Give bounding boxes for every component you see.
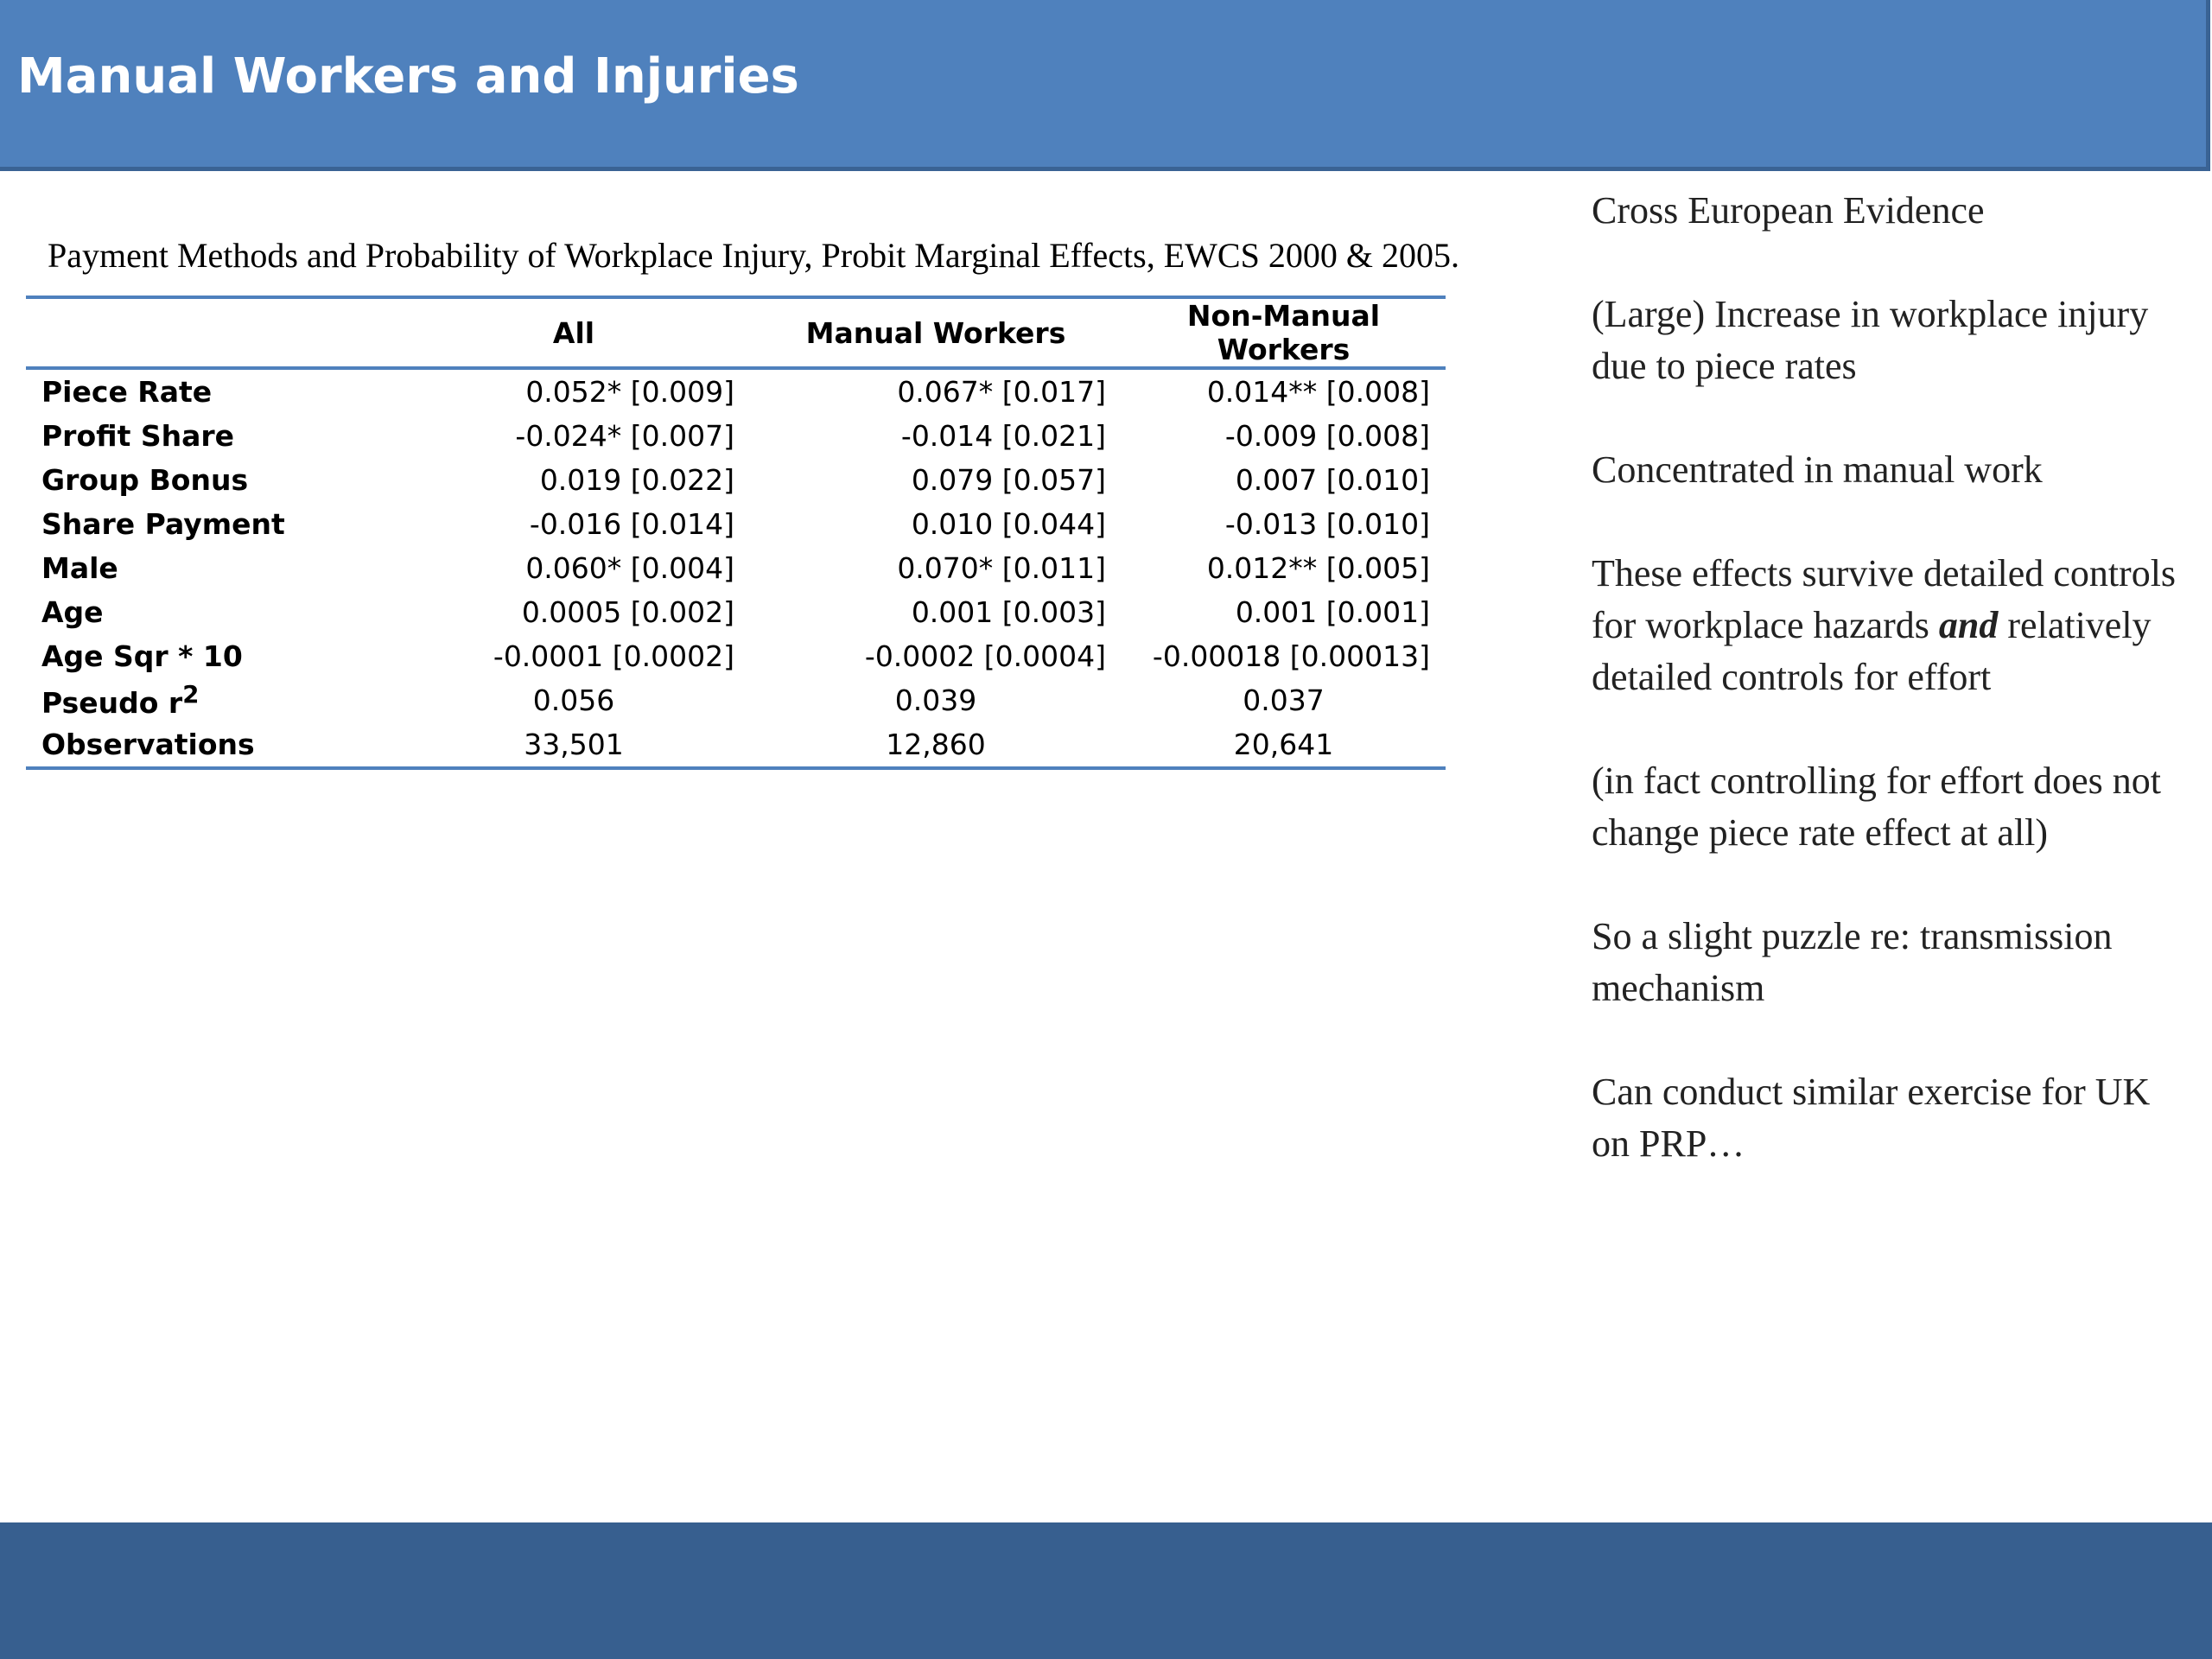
table-row [26,546,1446,590]
column-header-empty [26,297,397,368]
table-row [26,368,1446,414]
results-table-container [26,296,1446,770]
cell-manual: 0.067* [0.017] [897,375,1106,409]
pseudo-r2-label: Pseudo r [41,686,183,720]
column-header-manual: Manual Workers [805,315,1066,350]
row-label: Age Sqr * 10 [41,639,243,673]
row-label: Piece Rate [41,375,213,409]
footer-bar [0,1522,2212,1659]
row-label: Observations [41,728,255,761]
notes-text: relatively detailed controls for effort [1592,604,2152,698]
notes-paragraph: (Large) Increase in workplace injury due to piece rates [1592,293,2149,387]
cell-manual: -0.014 [0.021] [900,419,1106,453]
cell-nonmanual: -0.013 [0.010] [1224,507,1430,541]
cell-manual: 0.070* [0.011] [897,551,1106,585]
row-label: Male [41,551,118,585]
notes-text: These effects survive detailed controls for workplace hazards [1592,552,2177,646]
cell-all: -0.0001 [0.0002] [493,639,734,673]
cell-all: 0.019 [0.022] [539,463,734,497]
table-row [26,590,1446,634]
cell-nonmanual: -0.00018 [0.00013] [1152,639,1430,673]
column-header-nonmanual: Non-Manual Workers [1186,299,1381,366]
row-label: Group Bonus [41,463,249,497]
row-label: Age [41,595,104,629]
table-row [26,414,1446,458]
row-label: Profit Share [41,419,235,453]
notes-paragraph: (in fact controlling for effort does not change piece rate effect at all) [1592,760,2161,854]
cell-manual: 0.079 [0.057] [911,463,1106,497]
cell-nonmanual: -0.009 [0.008] [1224,419,1430,453]
results-table [26,296,1446,770]
table-row [26,634,1446,678]
cell-nonmanual: 0.007 [0.010] [1235,463,1430,497]
notes-paragraph [1592,548,2196,703]
cell-manual: 0.010 [0.044] [911,507,1106,541]
cell-manual: 0.039 [894,683,977,717]
cell-all: 0.0005 [0.002] [521,595,734,629]
cell-manual: 12,860 [886,728,986,761]
cell-all: 33,501 [524,728,624,761]
pseudo-r2-superscript: 2 [182,681,200,709]
cell-all: -0.016 [0.014] [529,507,734,541]
cell-manual: 0.001 [0.003] [911,595,1106,629]
notes-paragraph: Concentrated in manual work [1592,448,2043,491]
notes-paragraph: So a slight puzzle re: transmission mechanism [1592,915,2113,1009]
table-row [26,502,1446,546]
table-row [26,458,1446,502]
notes-emphasis: and [1938,604,1999,646]
row-label [26,678,397,722]
cell-all: 0.056 [532,683,615,717]
row-label: Share Payment [41,507,285,541]
cell-nonmanual: 0.037 [1243,683,1325,717]
slide-title: Manual Workers and Injuries [17,48,799,105]
cell-all: 0.052* [0.009] [525,375,734,409]
title-bar [0,0,2210,171]
table-caption: Payment Methods and Probability of Workplace Injury, Probit Marginal Effects, EWCS 2000 & 2005. [48,236,1459,275]
notes-heading: Cross European Evidence [1592,189,1985,232]
notes-panel [1592,185,2196,1222]
cell-nonmanual: 0.012** [0.005] [1206,551,1430,585]
notes-paragraph: Can conduct similar exercise for UK on PRP… [1592,1071,2151,1165]
cell-all: -0.024* [0.007] [515,419,734,453]
column-header-all: All [552,315,595,350]
cell-all: 0.060* [0.004] [525,551,734,585]
cell-nonmanual: 0.001 [0.001] [1235,595,1430,629]
cell-manual: -0.0002 [0.0004] [864,639,1106,673]
table-header-row [26,297,1446,368]
table-row-observations [26,722,1446,768]
table-row-pseudo-r2 [26,678,1446,722]
cell-nonmanual: 0.014** [0.008] [1206,375,1430,409]
cell-nonmanual: 20,641 [1233,728,1334,761]
